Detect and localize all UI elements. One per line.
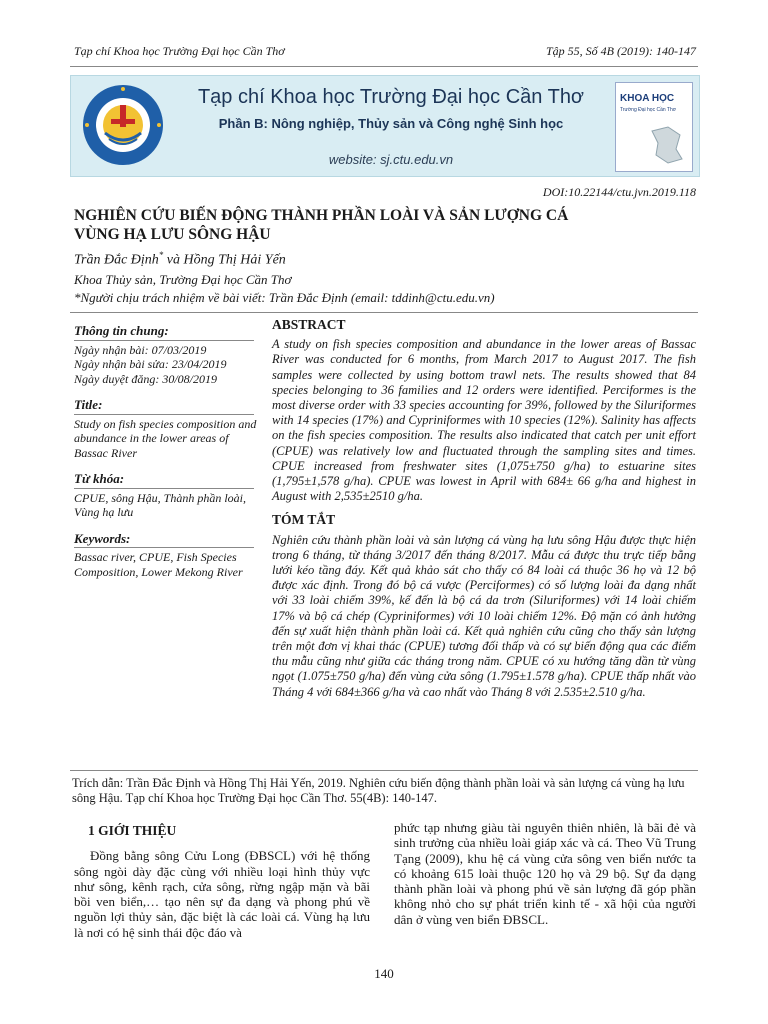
author-1: Trần Đắc Định (74, 252, 159, 268)
citation: Trích dẫn: Trần Đắc Định và Hồng Thị Hải Yến, 2019. Nghiên cứu biến động thành phần loài và sản lượng cá vùng hạ lưu sông Hậu. Tạp chí Khoa học Trường Đại học Cần Thơ. 55(4B): 140-147. (72, 776, 685, 805)
journal-banner (70, 75, 700, 177)
journal-title: Tạp chí Khoa học Trường Đại học Cần Thơ (197, 86, 585, 108)
corresponding-author: *Người chịu trách nhiệm về bài viết: Trần Đắc Định (email: tddinh@ctu.edu.vn) (74, 290, 495, 305)
keywords-vi-block (74, 472, 260, 520)
page-number: 140 (374, 966, 394, 981)
tomtat-text: Nghiên cứu thành phần loài và sản lượng cá vùng hạ lưu sông Hậu được thực hiện trong 6 tháng, từ tháng 3/2017 đến tháng 8/2017. Mẫu cá được thu trực tiếp bằng lưới kéo tầng đáy. Kết quả khảo sát cho thấy có 84 loài cá thuộc 36 họ và 12 bộ được xác định. Trong đó bộ cá vược (Perciformes) có số lượng loài đa dạng nhất với 33 loài chiếm 39%, kế đến là bộ cá da trơn (Siluriformes) với 14 loài chiếm 17% và bộ cá chép (Cypriniformes) với 10 loài chiếm 12%. Độ mặn có ảnh hưởng đến sự xuất hiện thành phần loài cá. Kết quả nghiên cứu cũng cho thấy sản lượng trên một đơn vị khai thác (CPUE) tương đối thấp và có sự biến động qua các điểm thu mẫu cũng như giữa các tháng trong năm. CPUE có xu hướng tăng dần từ vùng ngọt (1.075±750 g/ha) đến vùng cửa sông (1.795±1.578 g/ha). CPUE thấp nhất vào Tháng 4 với 684±366 g/ha và cao nhất vào Tháng 8 với 2.535±2.510 g/ha. (272, 532, 696, 699)
author-rest: và Hồng Thị Hải Yến (163, 252, 286, 268)
info-divider (74, 340, 254, 341)
citation-divider (70, 770, 698, 771)
revised-date: Ngày nhận bài sửa: 23/04/2019 (74, 357, 227, 371)
cover-subtitle: Trường Đại học Cần Thơ (620, 107, 677, 113)
paper-title-line2: VÙNG HẠ LƯU SÔNG HẬU (74, 226, 271, 243)
section-heading-introduction: 1 GIỚI THIỆU (88, 823, 177, 838)
corresponding-mark: * (158, 250, 164, 260)
affiliation: Khoa Thủy sản, Trường Đại học Cần Thơ (74, 272, 292, 287)
keywords-en-block (74, 532, 260, 580)
running-volume-info: Tập 55, Số 4B (2019): 140-147 (546, 44, 696, 58)
body-column-right (394, 820, 696, 927)
paper-title (74, 206, 694, 244)
english-title-text: Study on fish species composition and abundance in the lower areas of Bassac River (74, 416, 257, 460)
doi-label: DOI:10.22144/ctu.jvn.2019.118 (542, 185, 696, 199)
accepted-date: Ngày duyệt đăng: 30/08/2019 (74, 371, 217, 386)
info-divider (74, 547, 254, 548)
general-info-block (74, 324, 260, 386)
abstract-text: A study on fish species composition and abundance in the lower areas of Bassac River was conducted for 6 months, from March 2017 to August 2017. The fish samples were collected by using bottom trawl nets. The results showed that 84 species belonging to 36 families and 12 orders were identified. Perciformes is the most diverse order with 33 species accounting for 39%, followed by the Siluriformes with 14 species (17%) and Cypriniformes with 10 species (12%). Salinity has affects on the fish species composition. The results also indicated that catch per unit effort (CPUE) was relatively low and fluctuated through the sampling sites and times. CPUE increased from freshwater sites (1,075±750 g/ha) to estuarine sites (1,795±1,578 g/ha). CPUE was lowest in April with 684± 66 g/ha and highest in August with 2,535±2510 g/ha. (272, 337, 696, 504)
header-divider (70, 66, 698, 67)
journal-section: Phần B: Nông nghiệp, Thủy sản và Công nghệ Sinh học (218, 116, 564, 131)
journal-website: website: sj.ctu.edu.vn (328, 152, 454, 167)
english-title-block (74, 398, 260, 460)
keywords-vi-text: CPUE, sông Hậu, Thành phần loài, Vùng hạ lưu (74, 490, 247, 519)
map-icon (646, 123, 686, 167)
article-info-column (74, 324, 260, 591)
abstract-column (272, 317, 696, 700)
body-paragraph-continued: phức tạp nhưng giàu tài nguyên thiên nhiên, là bãi đẻ và sinh trưởng của nhiều loài giáp xác và cá. Theo Vũ Trung Tạng (2009), khu hệ cá vùng cửa sông ven biển nước ta có khoảng 615 loài thuộc 120 họ và 29 bộ. Sự đa dạng thành phần loài và phong phú về sản lượng đã góp phần không nhỏ cho sự phát triển kinh tế - xã hội của người dân ở vùng ven biển ĐBSCL. (394, 820, 696, 927)
english-title-heading: Title: (74, 397, 103, 412)
cover-title: KHOA HỌC (620, 93, 675, 104)
info-divider (74, 488, 254, 489)
keywords-vi-heading: Từ khóa: (74, 471, 125, 486)
running-journal-title: Tạp chí Khoa học Trường Đại học Cần Thơ (74, 44, 285, 58)
journal-cover-thumbnail (615, 82, 693, 172)
keywords-en-heading: Keywords: (74, 530, 131, 546)
body-paragraph: Đồng bằng sông Cửu Long (ĐBSCL) với hệ thống sông ngòi dày đặc cùng với nhiều loại hình thủy vực như sông, kênh rạch, cửa sông, rừng ngập mặn và bãi bồi ven biển,… tạo nên sự đa dạng và phong phú về nguồn lợi thủy sản, đặc biệt là các loài cá. Vùng hạ lưu là nơi có hệ sinh thái độc đáo và (74, 848, 370, 940)
title-divider (70, 312, 698, 313)
body-column-left (74, 823, 370, 940)
general-info-heading: Thông tin chung: (74, 323, 169, 338)
university-logo-icon (81, 83, 165, 167)
keywords-en-text: Bassac river, CPUE, Fish Species Composition, Lower Mekong River (74, 550, 243, 579)
authors (74, 250, 286, 269)
abstract-heading: ABSTRACT (272, 317, 346, 332)
received-date: Ngày nhận bài: 07/03/2019 (74, 342, 207, 357)
info-divider (74, 414, 254, 415)
tomtat-heading: TÓM TẮT (272, 512, 336, 528)
paper-title-line1: NGHIÊN CỨU BIẾN ĐỘNG THÀNH PHẦN LOÀI VÀ SẢN LƯỢNG CÁ (74, 207, 569, 224)
